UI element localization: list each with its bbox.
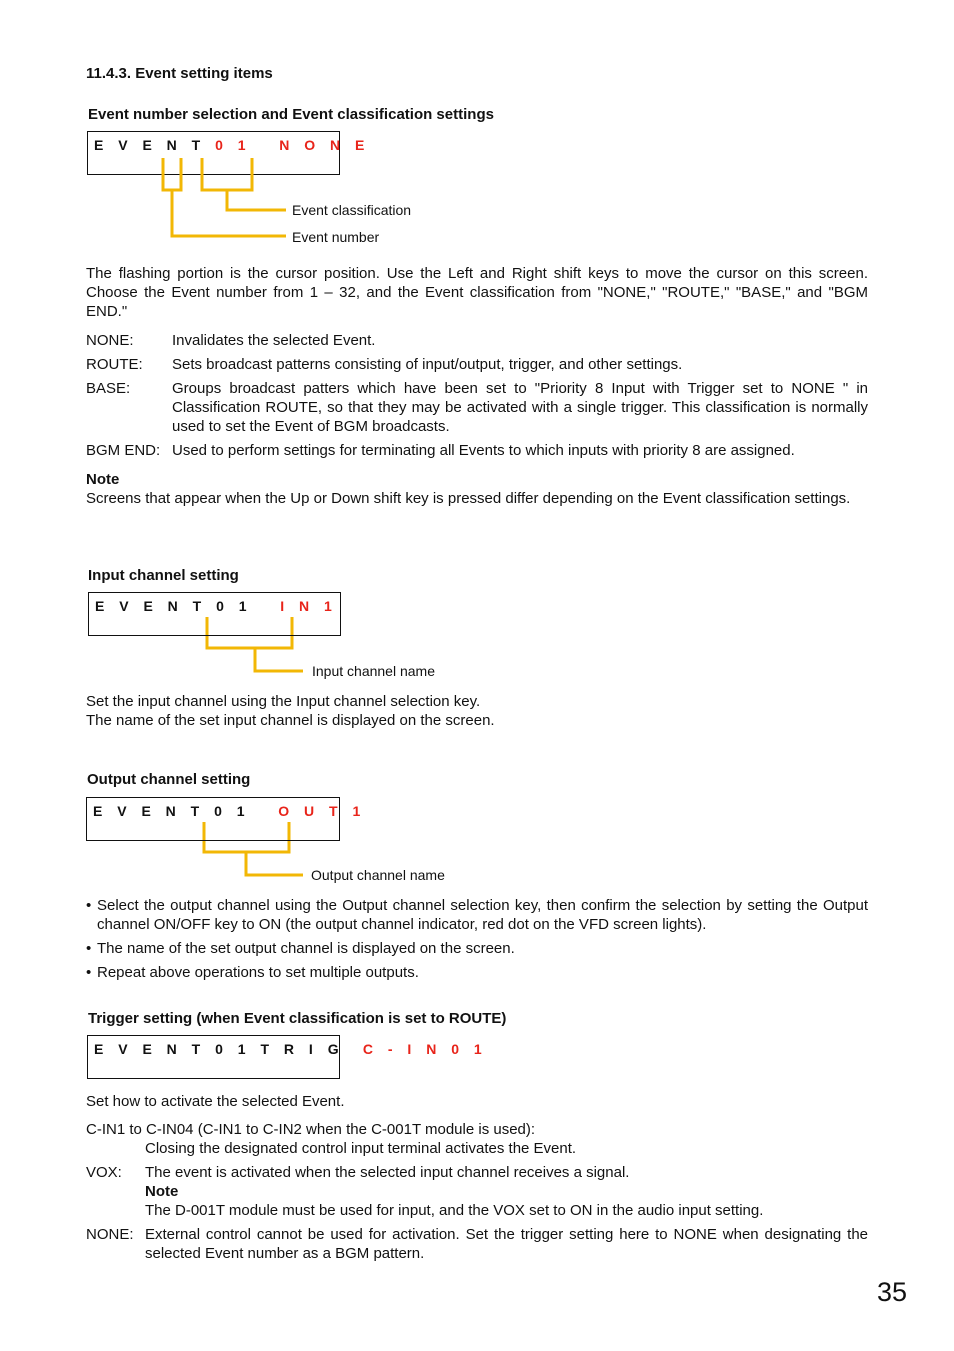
definition-term: BASE: [86, 380, 131, 397]
definition-base [86, 379, 868, 436]
lcd-event-number: 0 1 [215, 137, 252, 153]
definition-route [86, 355, 868, 374]
lcd-prefix: E V E N T [94, 137, 216, 153]
trigger-cin-term: C-IN1 to C-IN04 (C-IN1 to C-IN2 when the C-001T module is used): [86, 1121, 536, 1138]
definition-desc: Invalidates the selected Event. [172, 332, 376, 349]
definition-term: ROUTE: [86, 356, 143, 373]
bullet-dot: • [86, 897, 92, 914]
trigger-lcd-display [87, 1035, 488, 1079]
note-title: Note [86, 471, 120, 488]
trigger-vox-desc: The event is activated when the selected input channel receives a signal. [145, 1164, 630, 1181]
output-heading: Output channel setting [87, 771, 251, 788]
definition-desc: Used to perform settings for terminating all Events to which inputs with priority 8 are assigned. [172, 442, 795, 459]
label-output-channel-name: Output channel name [311, 867, 445, 883]
trigger-none-desc: External control cannot be used for activation. Set the trigger setting here to NONE when designating the selected Event number as a BGM pattern. [145, 1226, 868, 1262]
trigger-cin-desc: Closing the designated control input terminal activates the Event. [145, 1140, 577, 1157]
label-event-number: Event number [292, 229, 380, 245]
lcd-prefix: E V E N T 0 1 [95, 598, 281, 614]
definition-bgm-end [86, 441, 868, 460]
note-text: Screens that appear when the Up or Down shift key is pressed differ depending on the Event classification settings. [86, 490, 851, 507]
input-heading: Input channel setting [88, 567, 239, 584]
page-number: 35 [877, 1277, 908, 1307]
section-title: 11.4.3. Event setting items [86, 65, 273, 82]
lcd-input-channel: I N 1 [280, 598, 338, 614]
lcd-output-channel: O U T 1 [278, 803, 366, 819]
definition-term: NONE: [86, 332, 134, 349]
event-classification-leader [227, 190, 286, 210]
definition-desc: Sets broadcast patterns consisting of input/output, trigger, and other settings. [172, 356, 683, 373]
bullet-text: Select the output channel using the Output channel selection key, then confirm the selection by setting the Output channel ON/OFF key to ON (the output channel indicator, red dot on the VFD screen lights). [97, 897, 868, 933]
label-input-channel-name: Input channel name [312, 663, 435, 679]
lcd-prefix: E V E N T 0 1 T R I G [94, 1041, 363, 1057]
bullet-dot: • [86, 940, 92, 957]
trigger-none-term: NONE: [86, 1226, 134, 1243]
trigger-vox-note-text: The D-001T module must be used for input, and the VOX set to ON in the audio input setting. [145, 1202, 764, 1219]
input-channel-leader [255, 648, 303, 671]
definition-desc: Groups broadcast patters which have been set to "Priority 8 Input with Trigger set to NONE " in Classification ROUTE, so that they may be activated with a single trigger. This classification is normally used to set the Event of BGM broadcasts. [172, 380, 868, 435]
input-lcd-display [88, 592, 341, 636]
output-bullet [86, 963, 868, 982]
trigger-vox-note-title: Note [145, 1183, 179, 1200]
lcd-trigger-value: C - I N 0 1 [362, 1041, 488, 1057]
trigger-heading: Trigger setting (when Event classification is set to ROUTE) [88, 1010, 507, 1027]
definition-none [86, 331, 868, 350]
bullet-dot: • [86, 964, 92, 981]
label-event-classification: Event classification [292, 202, 412, 218]
event-heading: Event number selection and Event classification settings [88, 106, 494, 123]
output-lcd-display [86, 797, 366, 841]
trigger-intro: Set how to activate the selected Event. [86, 1093, 345, 1110]
definition-term: BGM END: [86, 442, 161, 459]
output-channel-leader [246, 852, 303, 875]
event-number-leader [172, 190, 286, 236]
bullet-text: Repeat above operations to set multiple outputs. [97, 964, 419, 981]
trigger-vox-term: VOX: [86, 1164, 122, 1181]
event-classification-bracket [202, 158, 252, 190]
lcd-prefix: E V E N T 0 1 [93, 803, 279, 819]
input-text-line-1: Set the input channel using the Input channel selection key. [86, 693, 481, 710]
event-number-bracket [163, 158, 181, 190]
event-intro-paragraph: The flashing portion is the cursor position. Use the Left and Right shift keys to move the cursor on this screen. Choose the Event number from 1 – 32, and the Event classification from "NONE," "ROUTE," "BASE," and "BGM END." [86, 265, 868, 320]
bullet-text: The name of the set output channel is displayed on the screen. [97, 940, 515, 957]
output-bullet [86, 939, 868, 958]
input-text-line-2: The name of the set input channel is displayed on the screen. [86, 712, 495, 729]
output-bullet [86, 896, 868, 934]
lcd-event-classification: N O N E [279, 137, 370, 153]
